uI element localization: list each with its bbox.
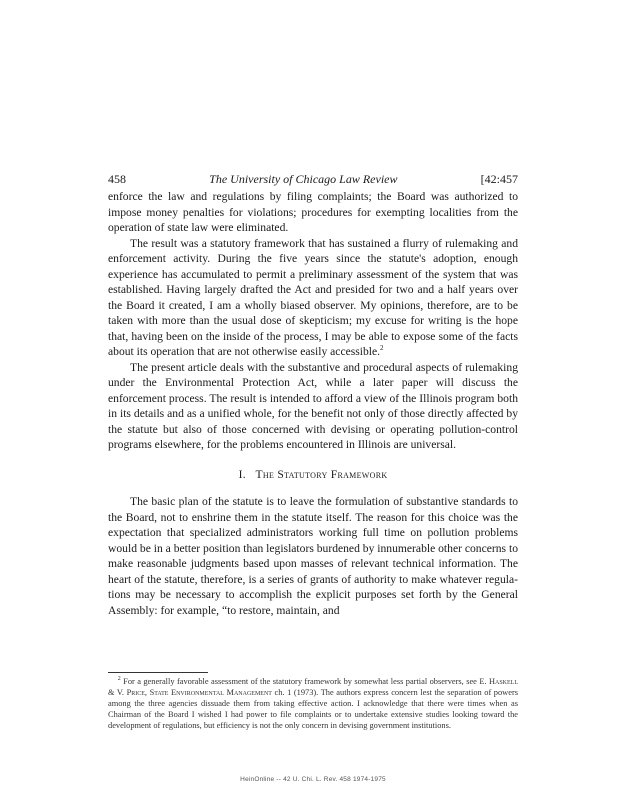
- section-number: I.: [238, 467, 246, 481]
- footnote: [108, 676, 518, 731]
- volume-reference: [42:457: [480, 172, 518, 186]
- paragraph-4: The basic plan of the statute is to leave the formulation of substantive standards to the Board, not to enshrine them in the statute itself. The reason for this choice was the expectation that specialized administrators working full time on pollution problems would be in a better position than legislators burdened by innumerable other concerns to make reasonable judgments based upon masses of relevant technical information. The heart of the statute, therefore, is a series of grants of authority to make whatever regulations may be necessary to accomplish the explicit purposes set forth by the General Assembly: for example, “to restore, maintain, and: [108, 495, 518, 617]
- footnote-divider: [108, 672, 208, 673]
- footnote-text-b: ch. 1 (1973). The authors express concern lest the separation of powers among the three agencies dissuade them from taking effective action. I acknowledge that there were times when as Chairman of the Board I wished I had power to file complaints or to undertake extensive studies looking toward the development of regulations, but efficiency is not the only concern in devising government institutions.: [108, 688, 518, 730]
- section-heading: [108, 467, 518, 483]
- footnote-marker[interactable]: 2: [380, 344, 384, 353]
- footnote-book-title: State Environmental Management: [149, 688, 272, 697]
- footnote-authors: E. Haskell & V. Price: [108, 677, 519, 697]
- footnote-comma: ,: [144, 688, 150, 697]
- page-number: 458: [108, 172, 126, 186]
- paragraph-3: The present article deals with the substantive and procedural aspects of rulemaking under the Environmental Protection Act, while a later paper will discuss the enforcement process. The result is intended to afford a view of the Illinois program both in its details and as a unified whole, for the benefit not only of those directly affected by the statute but also of those concerned with devising or operating pollution-control programs elsewhere, for the problems encountered in Illinois are universal.: [108, 360, 518, 451]
- journal-title: The University of Chicago Law Review: [209, 172, 398, 186]
- section-title: The Statutory Framework: [255, 467, 388, 481]
- heinonline-footer: HeinOnline -- 42 U. Chi. L. Rev. 458 1974-1975: [240, 776, 386, 783]
- running-header: [108, 172, 518, 187]
- article-body: [108, 189, 518, 618]
- paragraph-2-text: The result was a statutory framework that has sustained a flurry of rulemaking and enforcement activity. During the five years since the statute's adoption, enough experience has accumulated to permit a preliminary assessment of the system that was established. Having largely drafted the Act and presided for two and a half years over the Board it created, I am a wholly biased observer. My opinions, therefore, are to be taken with more than the usual dose of skepticism; my excuse for writing is the hope that, having been on the inside of the process, I may be able to expose some of the facts about its operation that are not otherwise easily accessible.: [108, 236, 518, 358]
- paragraph-1: enforce the law and regulations by filing complaints; the Board was authorized to impose money penalties for violations; procedures for exempting localities from the operation of state law were eliminated.: [108, 190, 518, 234]
- footnote-text-a: For a generally favorable assessment of the statutory framework by somewhat less partial observers, see: [123, 677, 480, 686]
- paragraph-2: [108, 236, 518, 360]
- footnote-number: 2: [117, 676, 121, 683]
